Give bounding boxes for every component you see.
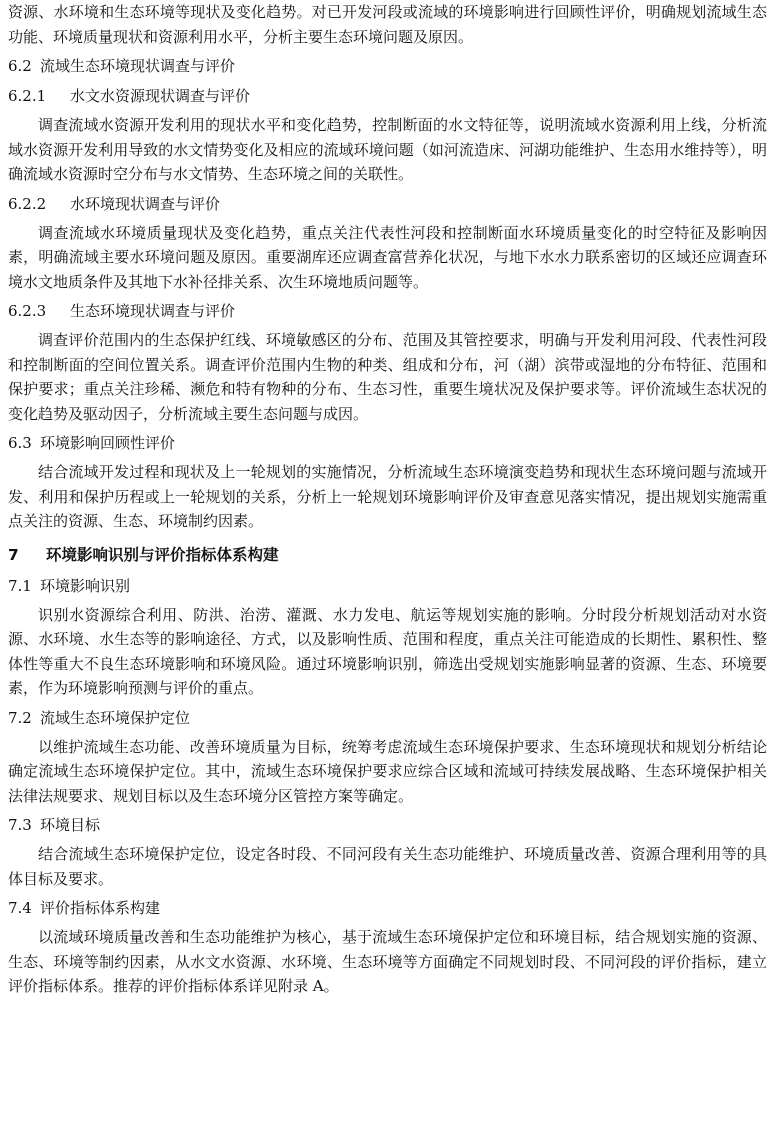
section-number: 6.2.1 (8, 87, 47, 105)
heading-6-2-1 (8, 86, 767, 106)
paragraph-6-3: 结合流域开发过程和现状及上一轮规划的实施情况，分析流域生态环境演变趋势和现状生态环境问题与流域开发、利用和保护历程或上一轮规划的关系，分析上一轮规划环境影响评价及审查意见落实情况，提出规划实施需重点关注的资源、生态、环境制约因素。 (8, 463, 767, 530)
chapter-title: 环境影响识别与评价指标体系构建 (46, 545, 279, 564)
paragraph-6-2-2: 调查流域水环境质量现状及变化趋势，重点关注代表性河段和控制断面水环境质量变化的时空特征及影响因素，明确流域主要水环境问题及原因。重要湖库还应调查富营养化状况，与地下水水力联系密切的区域还应调查环境水文地质条件及其地下水补径排关系、次生环境地质问题等。 (8, 223, 767, 291)
heading-6-2 (8, 56, 767, 76)
chapter-number: 7 (8, 545, 19, 564)
section-number: 7.1 (8, 576, 32, 595)
section-title: 环境影响回顾性评价 (40, 434, 176, 452)
heading-7-2 (8, 708, 767, 728)
section-number: 6.2 (8, 57, 32, 75)
section-title: 流域生态环境现状调查与评价 (40, 57, 236, 75)
paragraph-6-2-3: 调查评价范围内的生态保护红线、环境敏感区的分布、范围及其管控要求，明确与开发利用河段、代表性河段和控制断面的空间位置关系。调查评价范围内生物的种类、组成和分布，河（湖）滨带或湿地的分布特征、范围和保护要求；重点关注珍稀、濒危和特有物种的分布、生态习性，重要生境状况及保护要求等。评价流域生态状况的变化趋势及驱动因子，分析流域主要生态问题与成因。 (8, 331, 767, 423)
section-number: 6.3 (8, 434, 32, 452)
section-title: 流域生态环境保护定位 (40, 708, 191, 727)
paragraph-7-2: 以维护流域生态功能、改善环境质量为目标，统筹考虑流域生态环境保护要求、生态环境现状和规划分析结论确定流域生态环境保护定位。其中，流域生态环境保护要求应综合区域和流域可持续发展战略、生态环境保护相关法律法规要求、规划目标以及生态环境分区管控方案等确定。 (8, 737, 767, 805)
section-title: 水环境现状调查与评价 (70, 194, 221, 213)
heading-7-4 (8, 898, 767, 918)
paragraph-6-1-continued: 资源、水环境和生态环境等现状及变化趋势。对已开发河段或流域的环境影响进行回顾性评价，明确规划流域生态功能、环境质量现状和资源利用水平，分析主要生态环境问题及原因。 (8, 3, 767, 46)
section-title: 环境目标 (40, 816, 101, 834)
paragraph-7-1: 识别水资源综合利用、防洪、治涝、灌溉、水力发电、航运等规划实施的影响。分时段分析规划活动对水资源、水环境、水生态等的影响途径、方式，以及影响性质、范围和程度，重点关注可能造成的长期性、累积性、整体性等重大不良生态环境影响和环境风险。通过环境影响识别，筛选出受规划实施影响显著的资源、生态、环境要素，作为环境影响预测与评价的重点。 (8, 605, 767, 697)
section-number: 7.3 (8, 816, 32, 834)
heading-7 (8, 544, 767, 566)
section-title: 水文水资源现状调查与评价 (70, 87, 251, 105)
paragraph-7-3: 结合流域生态环境保护定位，设定各时段、不同河段有关生态功能维护、环境质量改善、资源合理利用等的具体目标及要求。 (8, 845, 767, 888)
heading-7-3 (8, 815, 767, 835)
heading-6-3 (8, 433, 767, 453)
section-title: 评价指标体系构建 (40, 899, 161, 917)
heading-7-1 (8, 576, 767, 596)
paragraph-7-4: 以流域环境质量改善和生态功能维护为核心，基于流域生态环境保护定位和环境目标，结合规划实施的资源、生态、环境等制约因素，从水文水资源、水环境、生态环境等方面确定不同规划时段、不同河段的评价指标，建立评价指标体系。推荐的评价指标体系详见附录 A。 (8, 928, 767, 995)
section-title: 环境影响识别 (40, 576, 131, 595)
section-number: 7.2 (8, 708, 32, 727)
section-number: 6.2.2 (8, 194, 47, 213)
section-number: 7.4 (8, 899, 32, 917)
paragraph-6-2-1: 调查流域水资源开发利用的现状水平和变化趋势，控制断面的水文特征等，说明流域水资源利用上线，分析流域水资源开发利用导致的水文情势变化及相应的流域环境问题（如河流造床、河湖功能维护、生态用水维持等），明确流域水资源时空分布与水文情势、生态环境之间的关联性。 (8, 116, 767, 183)
heading-6-2-3 (8, 301, 767, 321)
section-number: 6.2.3 (8, 302, 47, 320)
heading-6-2-2 (8, 194, 767, 214)
section-title: 生态环境现状调查与评价 (70, 302, 236, 320)
